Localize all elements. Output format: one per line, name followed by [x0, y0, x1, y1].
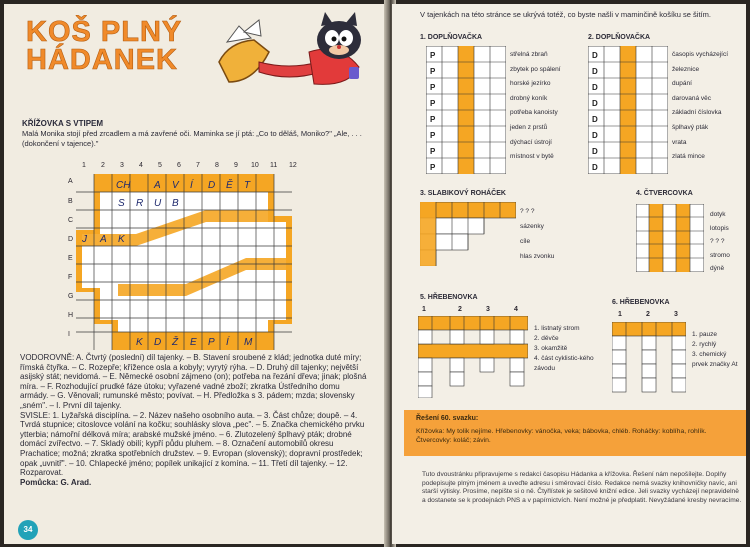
clue: střelná zbraň: [510, 51, 548, 58]
clue: 3. okamžitě: [534, 345, 568, 352]
grid-entry: Í: [190, 180, 193, 191]
row-letter: E: [68, 255, 73, 262]
left-page: [4, 4, 388, 544]
crossword-title: KŘÍŽOVKA S VTIPEM: [22, 119, 104, 128]
clue: šplhavý pták: [672, 123, 709, 131]
clue: 2. rychlý: [692, 341, 717, 348]
grid-letter: D: [592, 163, 598, 172]
column-number: 7: [196, 162, 200, 169]
grid-letter: P: [430, 67, 436, 76]
clue: dýchací ústrojí: [510, 138, 552, 146]
column-number: 2: [458, 306, 462, 313]
puzzle-3-grid: [420, 202, 516, 266]
grid-letter: D: [592, 83, 598, 92]
grid-letter: P: [430, 131, 436, 140]
grid-letter: D: [592, 147, 598, 156]
grid-letter: P: [430, 163, 436, 172]
clue: horské jezírko: [510, 80, 551, 88]
clue: drobný koník: [510, 94, 548, 102]
solution-heading: Řešení 60. svazku:: [416, 415, 479, 422]
column-number: 3: [674, 311, 678, 318]
column-number: 6: [177, 162, 181, 169]
column-number: 12: [289, 162, 297, 169]
grid-entry: D: [154, 337, 162, 348]
column-number: 2: [101, 162, 105, 169]
row-letter: H: [68, 312, 74, 319]
column-number: 5: [158, 162, 162, 169]
grid-entry: K: [118, 234, 125, 245]
clue: darovaná věc: [672, 94, 712, 102]
puzzle-1-clues: [510, 48, 561, 165]
down-clues: SVISLE: 1. Lyžařská disciplína. – 2. Název našeho osobního auta. – 3. Část chůze; doupě. – 4. Tvrdá stupnice; citoslovce volání na kočku; souhlásky slova „pec". – 5. Značka chemického prvku ytterbia; námořní délková míra; arabské mužské jméno. – 6. Zlutozelený šplhavý pták; drobné domácí zvířectvo. – 7. Skladý obilí; kypří půdu pluhem. – 8. Označení automobilů okresu Prachatice; možná; zkratka spotřebních družstev. – 9. Evropan (slovenský); dopravní prostředek; opak „uvnitř". – 10. Chlapecké jméno; popílek unikající z komína. – 11. Třetí díl tajenky. – 12. Rozparovat.: [20, 410, 365, 478]
column-number: 9: [234, 162, 238, 169]
grid-letter: P: [430, 51, 436, 60]
row-letter: A: [68, 178, 73, 185]
column-number: 4: [139, 162, 143, 169]
puzzle-2-clues: [672, 48, 728, 165]
column-number: 2: [646, 311, 650, 318]
clue: časopis vycházející: [672, 51, 728, 58]
grid-letter: D: [592, 51, 598, 60]
row-letter: F: [68, 274, 73, 281]
clue: lotopis: [710, 224, 729, 232]
row-letter: C: [68, 217, 74, 224]
across-clues: VODOROVNĚ: A. Čtvrtý (poslední) díl tajenky. – B. Stavení sroubené z klád; jednotka duté míry; římská čtyřka. – C. Rozepře; křížence osla a kobyly; vyrytý rýha. – D. Druhý díl tajenky; největší asijský stát; nevidomá. – E. Německé osobní zájmeno (on); potřeba na řezání dřeva; jinak; plošná míra. – F. Rozhodující prudké fáze útoku; vyřazené vadné zboží; zkratka Ústředního domu armády. – G. Věnovali; rumunské město; povívat. – H. Předložka s 3. pádem; mzda; slovensky „sném". – I. První díl tajenky.: [20, 353, 367, 410]
puzzle-1-label: 1. DOPLŇOVAČKA: [420, 34, 483, 41]
clue: 1. pauze: [692, 331, 717, 338]
right-page-intro: V tajenkách na této stránce se ukrývá totéž, co byste našli v maminčině košíku se šitím.: [420, 10, 711, 19]
hint-text: Pomůcka: G. Arad.: [20, 477, 92, 487]
grid-letter: P: [430, 99, 436, 108]
clue: potřeba kanoisty: [510, 109, 558, 117]
column-number: 3: [486, 306, 490, 313]
puzzle-5-label: 5. HŘEBENOVKA: [420, 294, 478, 301]
cat-mascot-illustration: [199, 12, 379, 92]
puzzle-5-clues: [534, 324, 594, 374]
grid-entry: P: [208, 337, 215, 348]
grid-entry: U: [154, 198, 162, 209]
column-number: 10: [251, 162, 259, 169]
column-number: 8: [215, 162, 219, 169]
column-number: 11: [270, 162, 278, 169]
grid-entry: D: [208, 180, 216, 191]
grid-entry: Ě: [226, 180, 233, 191]
puzzle-6-grid: [612, 322, 686, 398]
crossword-intro: Malá Monika stojí před zrcadlem a má zavřené oči. Maminka se jí ptá: „Co to děláš, Moniko?" „Ale, . . . (dokončení v tajence).": [22, 129, 362, 148]
clue: jeden z prstů: [510, 123, 548, 131]
clue: 3. chemický prvek značky At: [692, 351, 738, 368]
grid-entry: R: [136, 198, 144, 209]
grid-entry: T: [244, 180, 251, 191]
grid-entry: J: [82, 234, 87, 245]
puzzle-1-grid: [426, 46, 506, 174]
puzzle-4-grid: [636, 204, 704, 272]
clue: místnost v bytě: [510, 153, 554, 161]
puzzle-3-label: 3. SLABIKOVÝ ROHÁČEK: [420, 190, 506, 197]
page-number: 34: [18, 520, 38, 540]
clue: zbytek po spálení: [510, 65, 561, 73]
puzzle-6-label: 6. HŘEBENOVKA: [612, 299, 670, 306]
grid-entry: Í: [226, 337, 229, 348]
clue: ? ? ?: [520, 208, 535, 215]
clue: vrata: [672, 138, 687, 146]
clue: ? ? ?: [710, 238, 725, 245]
clue: zlatá mince: [672, 153, 705, 161]
puzzle-2-label: 2. DOPLŇOVAČKA: [588, 34, 651, 41]
puzzle-5-grid: [418, 316, 528, 398]
grid-entry: CH: [116, 180, 131, 191]
clue: dupání: [672, 80, 692, 88]
clue: hlas zvonku: [520, 253, 555, 260]
puzzle-3-clues: [520, 204, 554, 264]
crossword-grid: [76, 174, 306, 350]
column-number: 1: [618, 311, 622, 318]
grid-letter: D: [592, 67, 598, 76]
page-title: [26, 18, 182, 74]
puzzle-5-numbers: [422, 306, 542, 316]
clue: základní číslovka: [672, 109, 722, 117]
column-number: 4: [514, 306, 518, 313]
crossword-clues: [20, 353, 370, 487]
clue: sázenky: [520, 223, 544, 230]
puzzle-4-clues: [710, 208, 730, 276]
grid-entry: M: [244, 337, 253, 348]
clue: stromo: [710, 251, 730, 259]
grid-entry: B: [172, 198, 179, 209]
row-letter: D: [68, 236, 74, 243]
title-line-1: KOŠ PLNÝ: [26, 16, 183, 48]
grid-entry: V: [172, 180, 179, 191]
solution-box: [404, 410, 746, 456]
clue: dýně: [710, 265, 725, 272]
grid-letter: P: [430, 115, 436, 124]
solution-text: Křížovka: My tolik nejíme. Hřebenovky: vánočka, veka; bábovka, chléb. Roháčky: koblíha, rohlík. Čtvercovky: koláč; závin.: [416, 428, 707, 444]
grid-entry: A: [100, 234, 107, 245]
clue: 4. část cyklistic-kého závodu: [534, 355, 594, 372]
clue: dotyk: [710, 211, 726, 218]
puzzle-6-numbers: [618, 311, 708, 321]
crossword-column-numbers: [82, 162, 312, 172]
grid-entry: S: [118, 198, 125, 209]
grid-entry: E: [190, 337, 197, 348]
clue: 1. listnatý strom: [534, 325, 580, 332]
row-letter: I: [68, 331, 70, 338]
puzzle-2-grid: [588, 46, 668, 174]
row-letter: G: [68, 293, 74, 300]
grid-entry: K: [136, 337, 143, 348]
title-line-2: HÁDANEK: [26, 44, 178, 76]
grid-entry: Ž: [172, 337, 179, 348]
column-number: 1: [82, 162, 86, 169]
row-letter: B: [68, 198, 73, 205]
footer-note: Tuto dvoustránku připravujeme s redakcí časopisu Hádanka a křížovka. Řešení nám nepošílejte. Doplňy podepisujte plným jménem a uveďte adresu i směrovací číslo. Redakce nemá svazky knihovničky navíc, ani starší výtisky. Prosíme, nepište si o ně. Čtyřlístek je sešitové knižní edice. Jeli svazky vycházejí nepravidelně a dostanete se k prodejnách PNS a v papírnictvích. Není možné je předplatit. Nevyžádané kresby nevracíme.: [422, 471, 742, 504]
grid-letter: D: [592, 115, 598, 124]
clue: železnice: [672, 65, 700, 73]
column-number: 1: [422, 306, 426, 313]
grid-letter: P: [430, 83, 436, 92]
right-page: [392, 4, 746, 544]
grid-entry: A: [154, 180, 161, 191]
puzzle-6-clues: [692, 330, 744, 370]
grid-letter: D: [592, 99, 598, 108]
puzzle-4-label: 4. ČTVERCOVKA: [636, 190, 693, 197]
clue: cíle: [520, 238, 531, 245]
grid-letter: D: [592, 131, 598, 140]
grid-letter: P: [430, 147, 436, 156]
clue: 2. děvče: [534, 335, 559, 342]
column-number: 3: [120, 162, 124, 169]
